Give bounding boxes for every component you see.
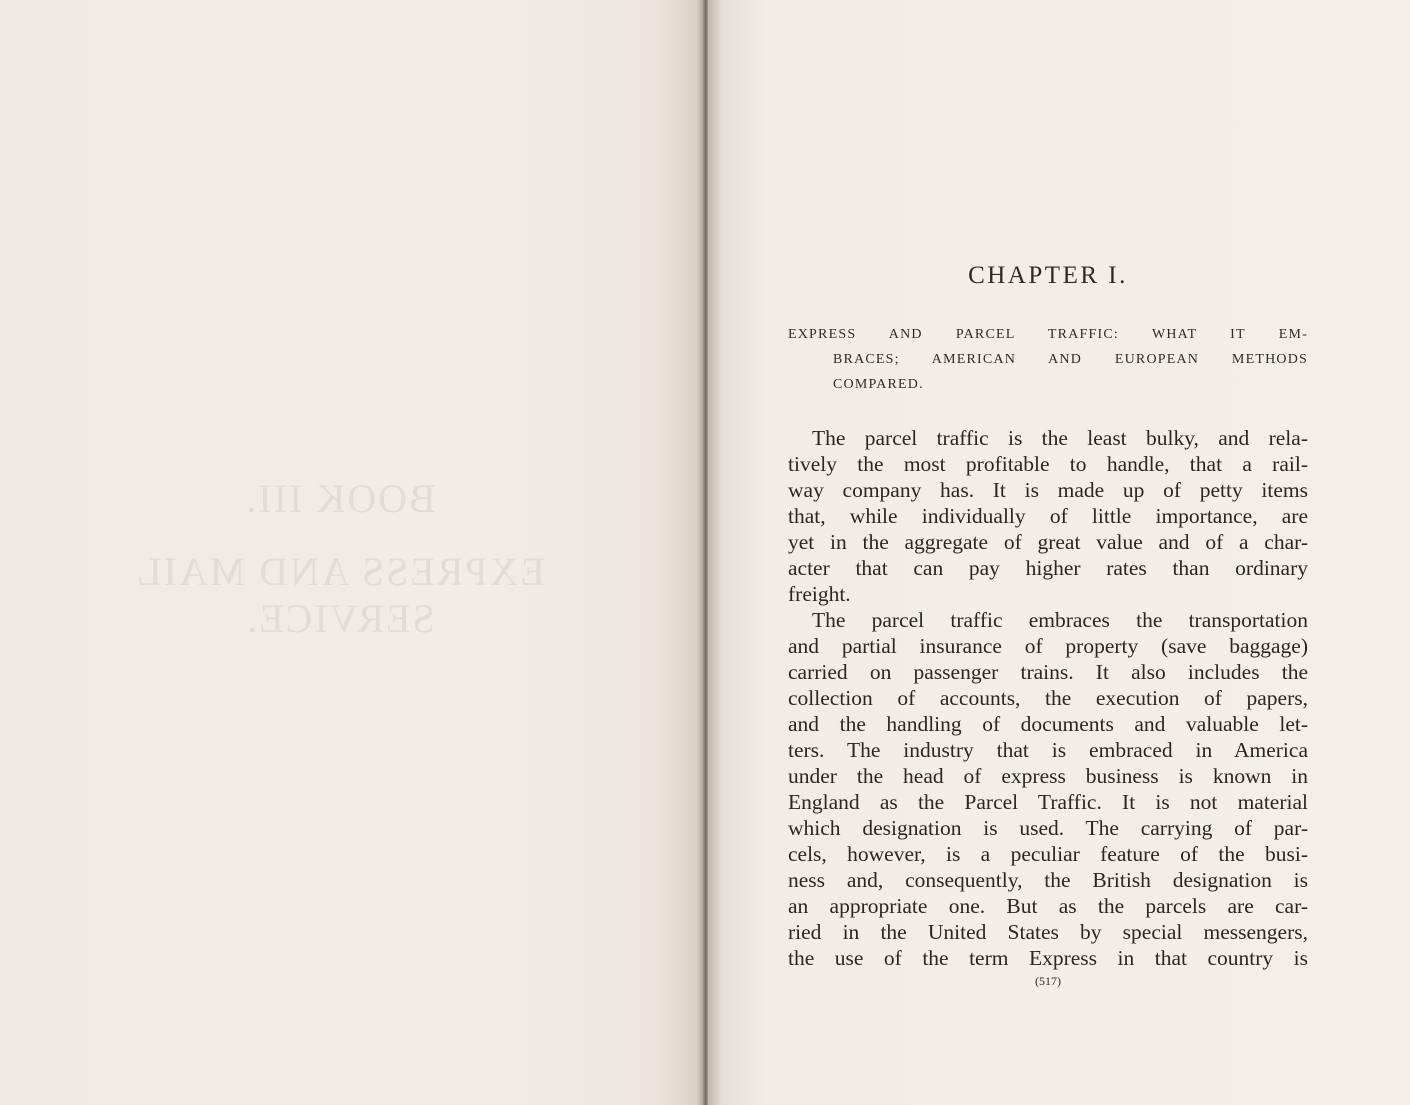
body-line: that, while individually of little importance, are bbox=[788, 504, 1308, 528]
body-line: The parcel traffic is the least bulky, and rela- bbox=[812, 426, 1308, 450]
heading-line: BRACES; AMERICAN AND EUROPEAN METHODS bbox=[833, 352, 1308, 367]
body-line: carried on passenger trains. It also includes the bbox=[788, 660, 1308, 684]
body-line: way company has. It is made up of petty items bbox=[788, 478, 1308, 502]
body-line: ried in the United States by special messengers, bbox=[788, 920, 1308, 944]
body-line: acter that can pay higher rates than ordinary bbox=[788, 556, 1308, 580]
body-line: ters. The industry that is embraced in America bbox=[788, 738, 1308, 762]
left-page bbox=[0, 0, 704, 1105]
chapter-title: CHAPTER I. bbox=[968, 262, 1128, 289]
page-number: (517) bbox=[1035, 974, 1061, 988]
heading-line: EXPRESS AND PARCEL TRAFFIC: WHAT IT EM- bbox=[788, 327, 1308, 342]
body-line: freight. bbox=[788, 582, 851, 606]
show-through-subtitle: EXPRESS AND MAIL SERVICE. bbox=[135, 549, 545, 641]
body-line: ness and, consequently, the British designation is bbox=[788, 868, 1308, 892]
body-line: under the head of express business is known in bbox=[788, 764, 1308, 788]
body-line: The parcel traffic embraces the transportation bbox=[812, 608, 1308, 632]
body-line: and partial insurance of property (save baggage) bbox=[788, 634, 1308, 658]
body-line: yet in the aggregate of great value and of a char- bbox=[788, 530, 1308, 554]
chapter-heading bbox=[788, 322, 1308, 397]
body-line: tively the most profitable to handle, that a rail- bbox=[788, 452, 1308, 476]
body-line: and the handling of documents and valuable let- bbox=[788, 712, 1308, 736]
body-line: collection of accounts, the execution of papers, bbox=[788, 686, 1308, 710]
body-line: which designation is used. The carrying of par- bbox=[788, 816, 1308, 840]
show-through-book-title: BOOK III. bbox=[244, 476, 436, 521]
body-text bbox=[788, 425, 1308, 971]
body-line: England as the Parcel Traffic. It is not material bbox=[788, 790, 1308, 814]
body-line: an appropriate one. But as the parcels are car- bbox=[788, 894, 1308, 918]
body-line: cels, however, is a peculiar feature of the busi- bbox=[788, 842, 1308, 866]
body-line: the use of the term Express in that country is bbox=[788, 946, 1308, 970]
heading-line: COMPARED. bbox=[833, 377, 924, 392]
